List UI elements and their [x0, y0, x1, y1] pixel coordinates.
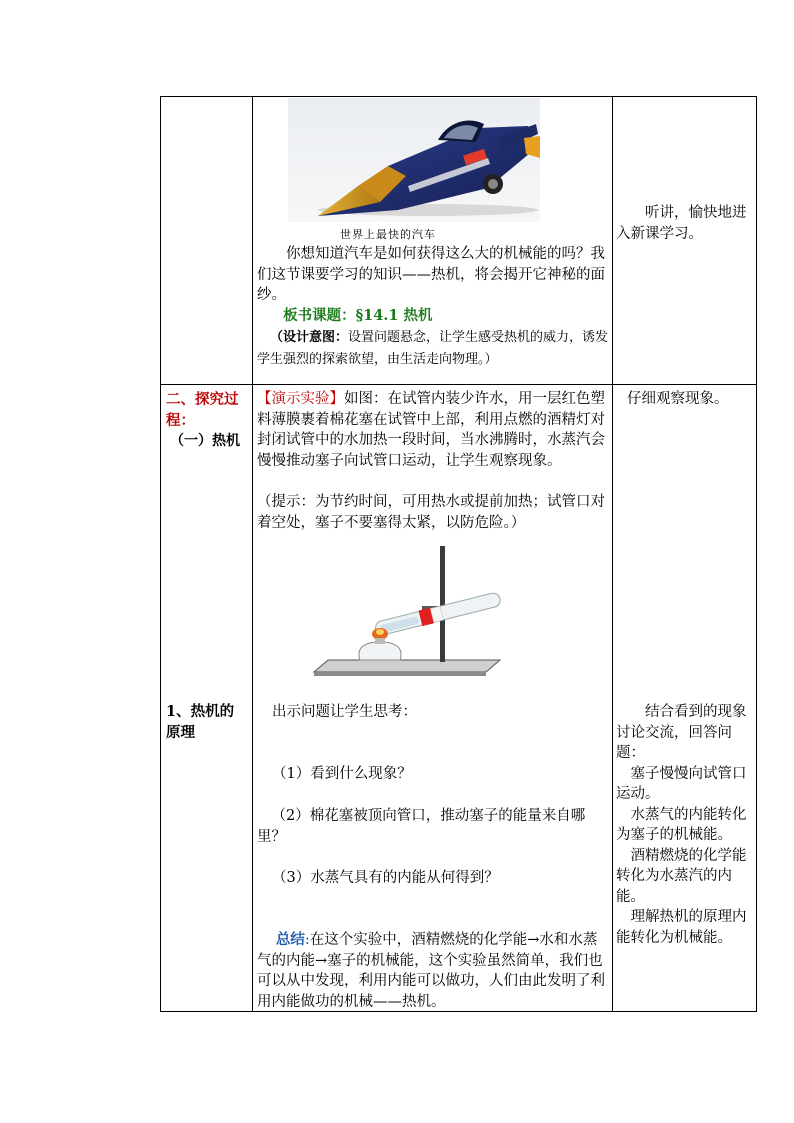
student-answers: [616, 702, 756, 948]
student-answer-3: 酒精燃烧的化学能转化为水蒸汽的内能。: [616, 847, 747, 905]
demo-label: 【演示实验】: [257, 391, 344, 407]
section-title: [166, 390, 250, 431]
design-intent: [257, 327, 609, 370]
summary-label: 总结: [275, 931, 305, 948]
student-answer-4: 理解热机的原理内能转化为机械能。: [616, 909, 747, 946]
subsection-title: （一）热机: [170, 433, 240, 449]
question-2: （2）棉花塞被顶向管口，推动塞子的能量来自哪里？: [257, 808, 586, 845]
summary-text-line: [257, 930, 609, 1012]
board-label: 板书课题：: [283, 307, 356, 324]
student-listen: 听讲，愉快地进入新课学习。: [616, 205, 747, 242]
student-observe: 仔细观察现象。: [627, 391, 729, 407]
table-border-top: [160, 96, 757, 97]
table-row-divider: [160, 384, 757, 385]
question-intro: 出示问题让学生思考：: [272, 704, 417, 720]
table-divider-1: [252, 96, 253, 1012]
student-answer-1: 塞子慢慢向试管口运动。: [616, 765, 747, 802]
demo-text-line: [257, 389, 609, 471]
board-topic-line: [257, 306, 609, 327]
design-label: （设计意图：: [270, 330, 349, 345]
board-topic: [257, 306, 609, 327]
rocket-car-image: [288, 98, 540, 222]
design-text: 设置问题悬念，让学生感受热机的威力，诱发学生强烈的探索欲望，由生活走向物理。）: [257, 330, 609, 367]
table-border-right: [756, 96, 757, 1012]
safety-tip: （提示：为节约时间，可用热水或提前加热；试管口对着空处，塞子不要塞得太紧，以防危险。）: [257, 494, 605, 531]
question-1: （1）看到什么现象？: [272, 766, 412, 782]
table-border-left: [160, 96, 161, 1012]
summary-text: 在这个实验中，酒精燃烧的化学能→水和水蒸气的内能→塞子的机械能，这个实验虽然简单，我们也可以从中发现，利用内能可以做功，人们由此发明了利用内能做功的机械——热机。: [257, 932, 605, 1010]
image-caption: 世界上最快的汽车: [340, 228, 436, 241]
student-answer-0: 结合看到的现象讨论交流，回答问题：: [616, 704, 747, 761]
item-title: 1、热机的原理: [166, 703, 235, 741]
intro-paragraph: [257, 244, 609, 306]
design-intent-text: [257, 327, 609, 370]
section-title-text: 二、探究过程：: [166, 391, 239, 429]
demo-paragraph: [257, 389, 609, 471]
question-3: （3）水蒸气具有的内能从何得到？: [272, 870, 499, 886]
table-divider-2: [612, 96, 613, 1012]
student-answer-2: 水蒸气的内能转化为塞子的机械能。: [616, 806, 747, 843]
summary-paragraph: [257, 930, 609, 1012]
experiment-apparatus-image: [312, 544, 502, 680]
intro-text: 你想知道汽车是如何获得这么大的机械能的吗？我们这节课要学习的知识——热机，将会揭开它神秘的面纱。: [257, 246, 605, 303]
student-activity-1: [616, 203, 754, 244]
demo-text: 如图：在试管内装少许水，用一层红色塑料薄膜裹着棉花塞在试管中上部，利用点燃的酒精灯对封闭试管中的水加热一段时间，当水沸腾时，水蒸汽会慢慢推动塞子向试管口运动，让学生观察现象。: [257, 391, 605, 469]
summary-colon: :: [304, 932, 310, 948]
board-topic-text: §14.1 热机: [355, 307, 433, 324]
